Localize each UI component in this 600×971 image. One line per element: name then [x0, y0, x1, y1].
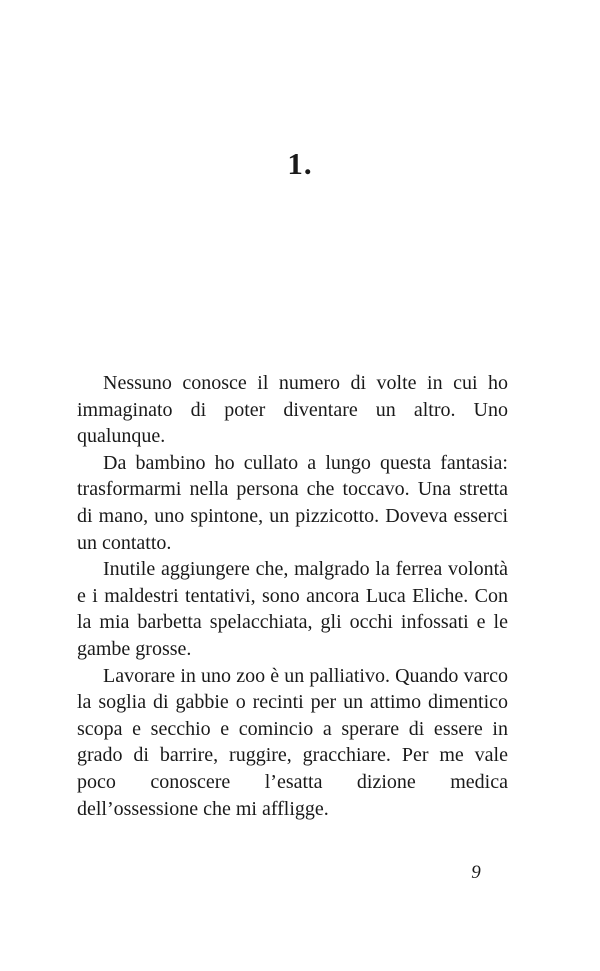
paragraph-3: Inutile aggiungere che, malgrado la ferrea volontà e i maldestri tentativi, sono ancora Luca Eliche. Con la mia barbetta spelacchiata, gli occhi infossati e le gambe grosse.: [77, 558, 508, 660]
paragraph-1: Nessuno conosce il numero di volte in cui ho immaginato di poter diventare un altro. Uno qualunque.: [77, 372, 508, 448]
page-number: 9: [471, 862, 481, 883]
chapter-number: 1.: [287, 146, 313, 181]
chapter-body: [77, 370, 508, 822]
paragraph-2: Da bambino ho cullato a lungo questa fantasia: trasformarmi nella persona che toccavo. Una stretta di mano, uno spintone, un pizzicotto. Doveva esserci un contatto.: [77, 451, 508, 554]
paragraph-4: Lavorare in uno zoo è un palliativo. Quando varco la soglia di gabbie o recinti per un attimo dimentico scopa e secchio e comincio a sperare di essere in grado di barrire, ruggire, gracchiare. Per me vale poco conoscere l’esatta dizione medica dell’ossessione che mi affligge.: [77, 664, 508, 820]
